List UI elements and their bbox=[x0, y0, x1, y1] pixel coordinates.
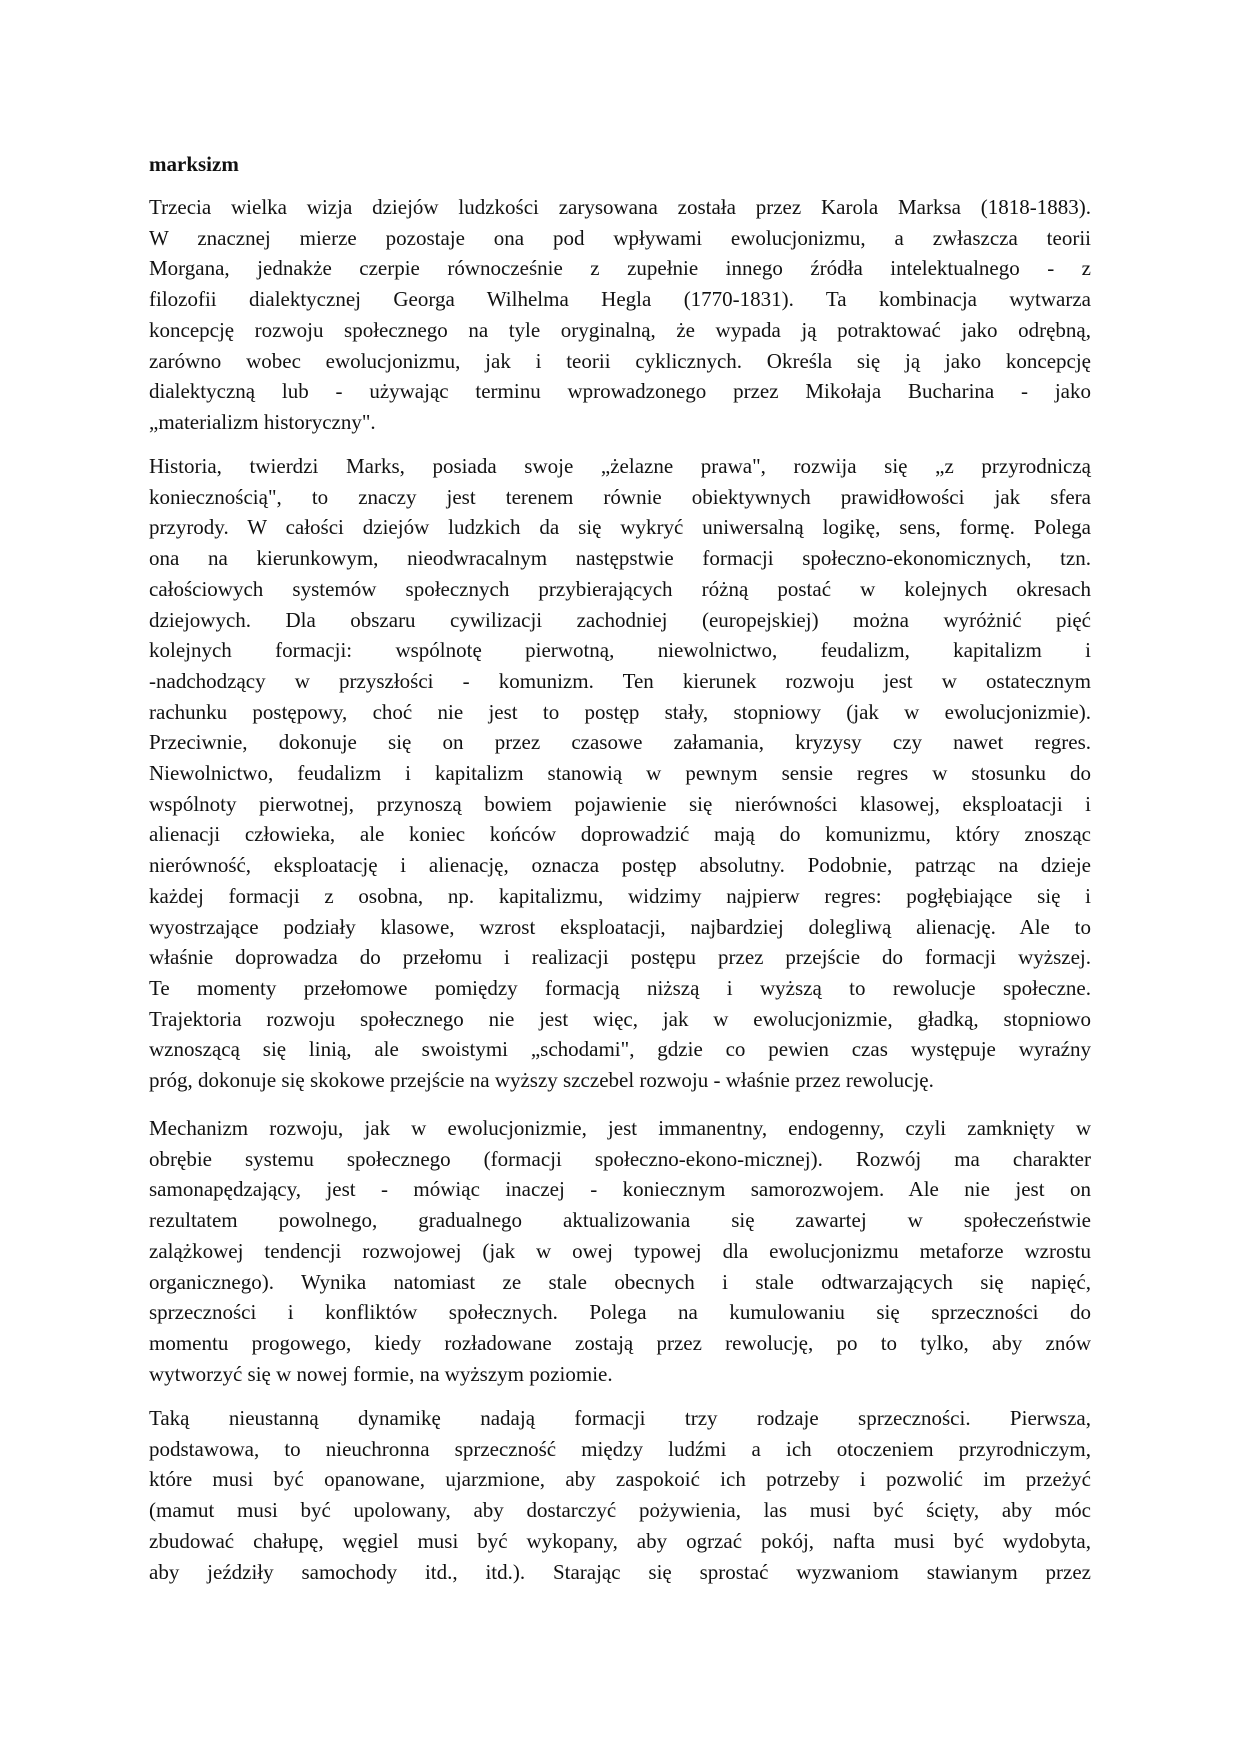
text-line: zarówno wobec ewolucjonizmu, jak i teorii cyklicznych. Określa się ją jako koncepcję bbox=[149, 348, 1091, 373]
text-line: Te momenty przełomowe pomiędzy formacją niższą i wyższą to rewolucje społeczne. bbox=[149, 975, 1091, 1000]
text-line: Trajektoria rozwoju społecznego nie jest więc, jak w ewolucjonizmie, gładką, stopniowo bbox=[149, 1006, 1091, 1031]
text-line: Trzecia wielka wizja dziejów ludzkości zarysowana została przez Karola Marksa (1818-1883). bbox=[149, 195, 1091, 219]
text-line: wznoszącą się linią, ale swoistymi „schodami", gdzie co pewien czas występuje wyraźny bbox=[149, 1037, 1091, 1062]
text-line: momentu progowego, kiedy rozładowane zostają przez rewolucję, po to tylko, aby znów bbox=[149, 1330, 1091, 1355]
text-line: alienacji człowieka, ale koniec końców doprowadzić mają do komunizmu, który znosząc bbox=[149, 822, 1091, 847]
text-line: filozofii dialektycznej Georga Wilhelma Hegla (1770-1831). Ta kombinacja wytwarza bbox=[149, 287, 1091, 312]
text-line: Taką nieustanną dynamikę nadają formacji trzy rodzaje sprzeczności. Pierwsza, bbox=[149, 1406, 1091, 1430]
text-line: obrębie systemu społecznego (formacji społeczno-ekono-micznej). Rozwój ma charakter bbox=[149, 1146, 1091, 1171]
text-line: podstawowa, to nieuchronna sprzeczność między ludźmi a ich otoczeniem przyrodniczym, bbox=[149, 1436, 1091, 1461]
document-title: marksizm bbox=[149, 152, 239, 176]
text-line: które musi być opanowane, ujarzmione, aby zaspokoić ich potrzeby i pozwolić im przeżyć bbox=[149, 1467, 1091, 1492]
text-line: koncepcję rozwoju społecznego na tyle oryginalną, że wypada ją potraktować jako odrębną, bbox=[149, 317, 1091, 342]
text-line: przyrody. W całości dziejów ludzkich da się wykryć uniwersalną logikę, sens, formę. Polega bbox=[149, 515, 1091, 540]
paragraph-4 bbox=[149, 1403, 1091, 1587]
text-line: zalążkowej tendencji rozwojowej (jak w owej typowej dla ewolucjonizmu metaforze wzrostu bbox=[149, 1238, 1091, 1263]
text-line: każdej formacji z osobna, np. kapitalizmu, widzimy najpierw regres: pogłębiające się i bbox=[149, 883, 1091, 908]
text-line: Morgana, jednakże czerpie równocześnie z zupełnie innego źródła intelektualnego - z bbox=[149, 256, 1091, 281]
text-line: Przeciwnie, dokonuje się on przez czasowe załamania, kryzysy czy nawet regres. bbox=[149, 730, 1091, 755]
text-line: ona na kierunkowym, nieodwracalnym następstwie formacji społeczno-ekonomicznych, tzn. bbox=[149, 546, 1091, 571]
text-line: wytworzyć się w nowej formie, na wyższym poziomie. bbox=[149, 1361, 613, 1386]
text-line: dialektyczną lub - używając terminu wprowadzonego przez Mikołaja Bucharina - jako bbox=[149, 379, 1091, 404]
text-line: rachunku postępowy, choć nie jest to postęp stały, stopniowy (jak w ewolucjonizmie). bbox=[149, 699, 1091, 724]
text-line: nierówność, eksploatację i alienację, oznacza postęp absolutny. Podobnie, patrząc na dzieje bbox=[149, 853, 1091, 878]
paragraph-1 bbox=[149, 192, 1091, 438]
text-line: samonapędzający, jest - mówiąc inaczej - koniecznym samorozwojem. Ale nie jest on bbox=[149, 1177, 1091, 1202]
text-line: Historia, twierdzi Marks, posiada swoje „żelazne prawa", rozwija się „z przyrodniczą bbox=[149, 454, 1091, 478]
paragraph-2 bbox=[149, 451, 1091, 1096]
text-line: wspólnoty pierwotnej, przynoszą bowiem pojawienie się nierówności klasowej, eksploatacji i bbox=[149, 791, 1091, 816]
text-line: organicznego). Wynika natomiast ze stale obecnych i stale odtwarzających się napięć, bbox=[149, 1269, 1091, 1294]
text-line: -nadchodzący w przyszłości - komunizm. Ten kierunek rozwoju jest w ostatecznym bbox=[149, 668, 1091, 693]
text-line: Mechanizm rozwoju, jak w ewolucjonizmie, jest immanentny, endogenny, czyli zamknięty w bbox=[149, 1116, 1091, 1140]
text-line: sprzeczności i konfliktów społecznych. Polega na kumulowaniu się sprzeczności do bbox=[149, 1300, 1091, 1325]
text-line: wyostrzające podziały klasowe, wzrost eksploatacji, najbardziej dolegliwą alienację. Ale to bbox=[149, 914, 1091, 939]
text-line: Niewolnictwo, feudalizm i kapitalizm stanowią w pewnym sensie regres w stosunku do bbox=[149, 761, 1091, 786]
text-line: aby jeździły samochody itd., itd.). Starając się sprostać wyzwaniom stawianym przez bbox=[149, 1559, 1091, 1584]
text-line: właśnie doprowadza do przełomu i realizacji postępu przez przejście do formacji wyższej. bbox=[149, 945, 1091, 970]
text-line: W znacznej mierze pozostaje ona pod wpływami ewolucjonizmu, a zwłaszcza teorii bbox=[149, 225, 1091, 250]
text-line: rezultatem powolnego, gradualnego aktualizowania się zawartej w społeczeństwie bbox=[149, 1208, 1091, 1233]
text-line: całościowych systemów społecznych przybierających różną postać w kolejnych okresach bbox=[149, 576, 1091, 601]
text-line: „materializm historyczny". bbox=[149, 409, 376, 434]
text-line: zbudować chałupę, węgiel musi być wykopany, aby ogrzać pokój, nafta musi być wydobyta, bbox=[149, 1528, 1091, 1553]
text-line: kolejnych formacji: wspólnotę pierwotną, niewolnictwo, feudalizm, kapitalizm i bbox=[149, 638, 1091, 663]
text-line: próg, dokonuje się skokowe przejście na wyższy szczebel rozwoju - właśnie przez rewolucję. bbox=[149, 1068, 934, 1093]
text-line: (mamut musi być upolowany, aby dostarczyć pożywienia, las musi być ścięty, aby móc bbox=[149, 1498, 1091, 1523]
text-line: dziejowych. Dla obszaru cywilizacji zachodniej (europejskiej) można wyróżnić pięć bbox=[149, 607, 1091, 632]
text-line: koniecznością", to znaczy jest terenem równie obiektywnych prawidłowości jak sfera bbox=[149, 484, 1091, 509]
paragraph-3 bbox=[149, 1113, 1091, 1389]
